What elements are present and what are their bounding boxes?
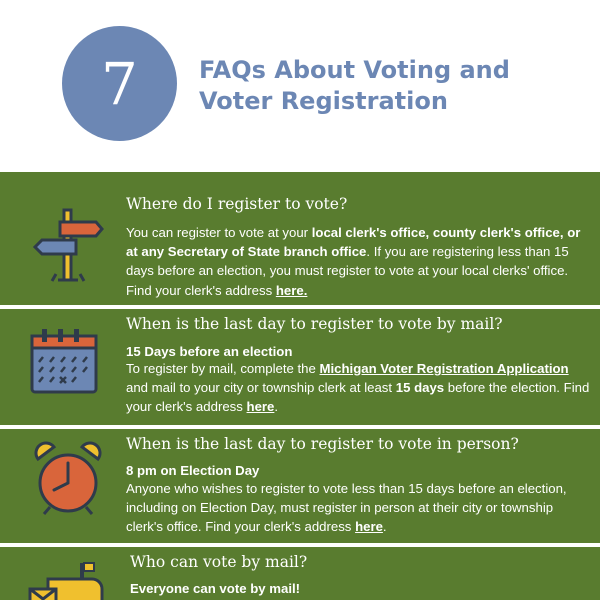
signpost-icon bbox=[30, 208, 104, 284]
faq-section-register-in-person bbox=[0, 429, 600, 543]
alarm-clock-icon bbox=[32, 441, 104, 517]
question-heading: When is the last day to register to vote in person? bbox=[126, 435, 519, 453]
question-heading: Who can vote by mail? bbox=[130, 553, 308, 571]
answer-text: To register by mail, complete the Michigan Voter Registration Application and mail to your city or township clerk at least 15 days before the election. Find your clerk's address here. bbox=[126, 361, 590, 415]
answer-subheading: 15 Days before an election bbox=[126, 344, 293, 359]
faq-section-register-by-mail bbox=[0, 309, 600, 425]
mailbox-icon bbox=[28, 557, 104, 600]
title-line-2: Voter Registration bbox=[199, 87, 448, 115]
faq-section-register-where bbox=[0, 172, 600, 305]
answer-subheading: Everyone can vote by mail! bbox=[130, 581, 301, 596]
calendar-icon bbox=[28, 326, 100, 398]
header bbox=[0, 0, 600, 172]
question-heading: When is the last day to register to vote by mail? bbox=[126, 315, 503, 333]
clerk-address-link[interactable]: here bbox=[355, 519, 383, 535]
question-heading: Where do I register to vote? bbox=[126, 195, 348, 213]
registration-application-link[interactable]: Michigan Voter Registration Application bbox=[319, 361, 569, 376]
answer-text: You can register to vote at your local clerk's office, county clerk's office, or at any Secretary of State branch office. If you are registering less than 15 days before an election, you must register to vote at your local clerks' office. Find your clerk's address here. bbox=[126, 225, 581, 298]
page-title bbox=[199, 55, 510, 117]
clerk-address-link[interactable]: here bbox=[246, 399, 275, 415]
number-badge: 7 bbox=[62, 26, 177, 141]
answer-text: Anyone who wishes to register to vote less than 15 days before an election, including on Election Day, must register in person at their city or township clerk's office. Find your clerk's address here. bbox=[126, 481, 567, 535]
faq-section-vote-by-mail bbox=[0, 547, 600, 600]
answer-subheading: 8 pm on Election Day bbox=[126, 463, 260, 478]
clerk-address-link[interactable]: here. bbox=[275, 282, 308, 298]
title-line-1: FAQs About Voting and bbox=[199, 56, 510, 84]
